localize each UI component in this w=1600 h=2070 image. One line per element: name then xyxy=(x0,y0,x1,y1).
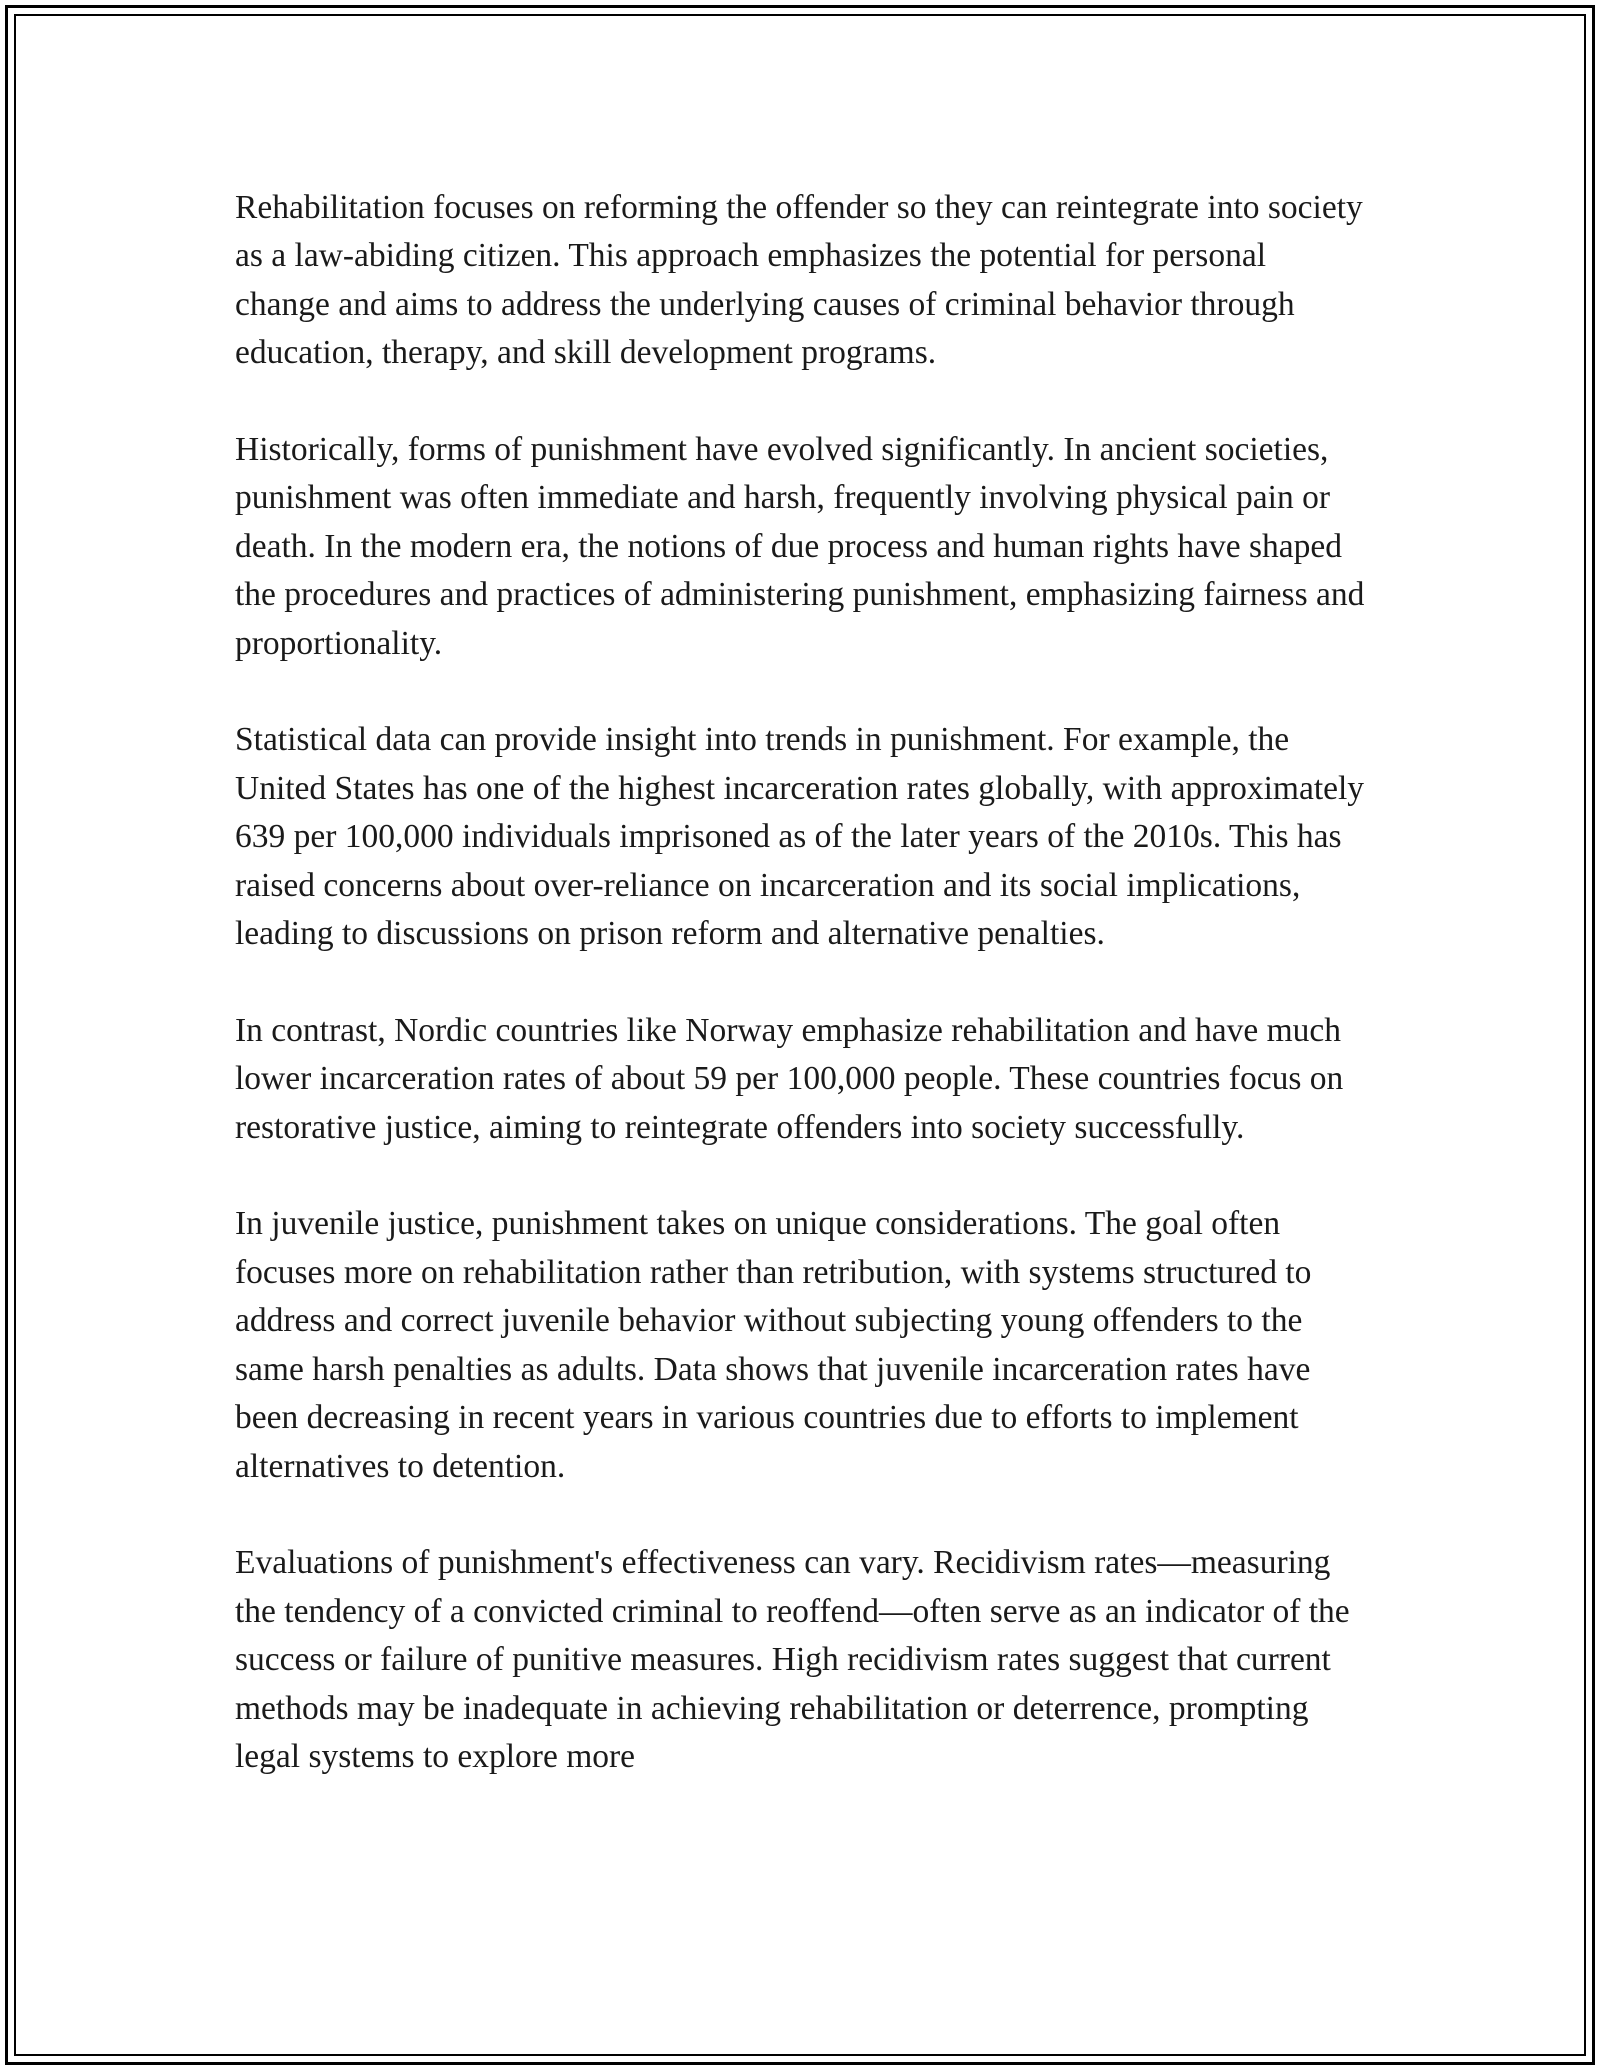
paragraph-rehabilitation: Rehabilitation focuses on reforming the offender so they can reintegrate into society as a law-abiding citizen. This approach emphasizes the potential for personal change and aims to address the underlying causes of criminal behavior through education, therapy, and skill development programs. xyxy=(235,189,1363,372)
paragraph-history: Historically, forms of punishment have evolved significantly. In ancient societies, punishment was often immediate and harsh, frequently involving physical pain or death. In the modern era, the notions of due process and human rights have shaped the procedures and practices of administering punishment, emphasizing fairness and proportionality. xyxy=(235,431,1365,662)
paragraph-statistics: Statistical data can provide insight into trends in punishment. For example, the United States has one of the highest incarceration rates globally, with approximately 639 per 100,000 individuals imprisoned as of the later years of the 2010s. This has raised concerns about over-reliance on incarceration and its social implications, leading to discussions on prison reform and alternative penalties. xyxy=(235,721,1365,953)
paragraph-effectiveness: Evaluations of punishment's effectiveness can vary. Recidivism rates—measuring the tendency of a convicted criminal to reoffend—often serve as an indicator of the success or failure of punitive measures. High recidivism rates suggest that current methods may be inadequate in achieving rehabilitation or deterrence, prompting legal systems to explore more xyxy=(235,1544,1350,1775)
paragraph-nordic: In contrast, Nordic countries like Norway emphasize rehabilitation and have much lower incarceration rates of about 59 per 100,000 people. These countries focus on restorative justice, aiming to reintegrate offenders into society successfully. xyxy=(235,1011,1344,1146)
paragraph-juvenile: In juvenile justice, punishment takes on unique considerations. The goal often focuses more on rehabilitation rather than retribution, with systems structured to address and correct juvenile behavior without subjecting young offenders to the same harsh penalties as adults. Data shows that juvenile incarceration rates have been decreasing in recent years in various countries due to efforts to implement alternatives to detention. xyxy=(235,1205,1312,1485)
document-body xyxy=(235,184,1365,1781)
